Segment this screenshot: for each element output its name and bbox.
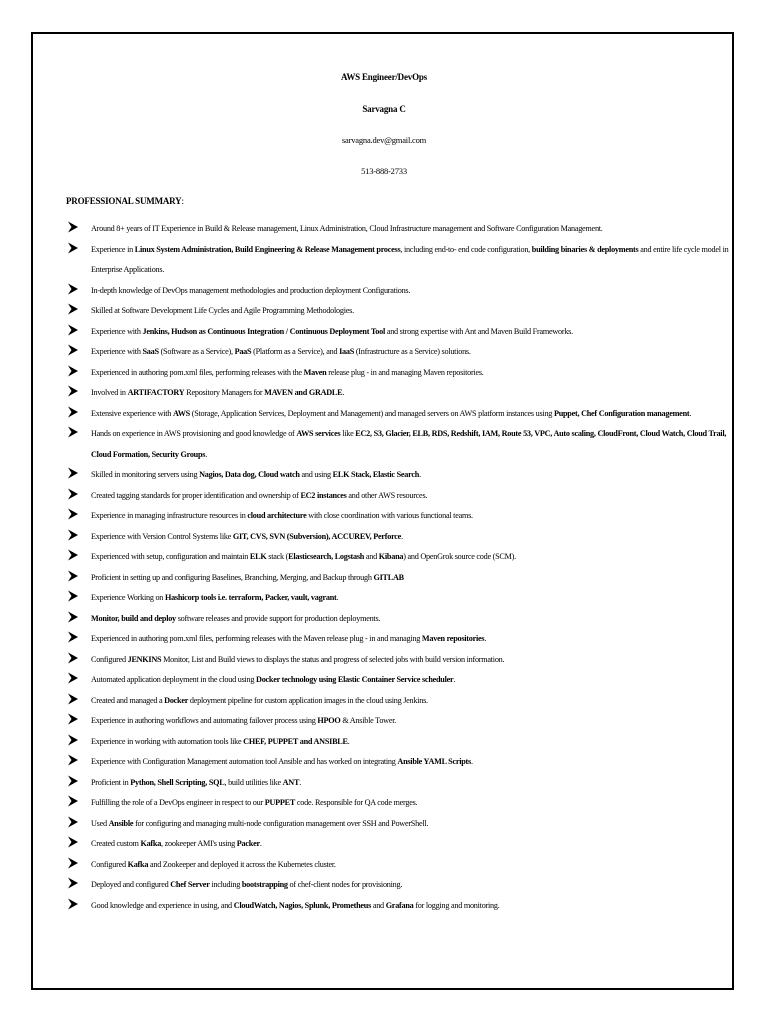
list-item-text: Experienced in authoring pom.xml files, performing releases with the Maven release plug - in and managing Maven repositories. [91,367,484,377]
list-item-text: Used Ansible for configuring and managing multi-node configuration management over SSH and PowerShell. [91,818,429,828]
bullet-arrow-icon [67,590,79,602]
bullet-arrow-icon [67,549,79,561]
bullet-arrow-icon [67,713,79,725]
list-item-text: Created custom Kafka, zookeeper AMI's using Packer. [91,839,262,848]
bullet-arrow-icon [67,857,79,869]
list-item [66,465,726,486]
list-item [66,322,726,343]
bullet-arrow-icon [67,488,79,500]
list-item-text: Created tagging standards for proper identification and ownership of EC2 instances and other AWS resources. [91,490,428,500]
list-item [66,855,726,876]
list-item-text: Experience with Configuration Management automation tool Ansible and has worked on integrating Ansible YAML Scripts. [91,757,473,766]
list-item-text: Experience with Version Control Systems like GIT, CVS, SVN (Subversion), ACCUREV, Perforce. [91,531,403,541]
list-item-text: Automated application deployment in the cloud using Docker technology using Elastic Container Service scheduler. [91,675,456,684]
list-item [66,691,726,712]
bullet-arrow-icon [67,693,79,705]
bullet-arrow-icon [67,754,79,766]
list-item [66,875,726,896]
bullet-arrow-icon [67,631,79,643]
list-item [66,547,726,568]
list-item-text: Around 8+ years of IT Experience in Build & Release management, Linux Administration, Cloud Infrastructure management and Software Configuration Management. [91,224,603,233]
list-item-text: Experience Working on Hashicorp tools i.e. terraform, Packer, vault, vagrant. [91,593,339,602]
list-item [66,301,726,322]
list-item [66,342,726,363]
list-item-text: Good knowledge and experience in using, and CloudWatch, Nagios, Splunk, Prometheus and Grafana for logging and monitoring. [91,900,500,910]
bullet-arrow-icon [67,734,79,746]
list-item [66,732,726,753]
list-item-text: In-depth knowledge of DevOps management methodologies and production deployment Configurations. [91,285,411,295]
section-heading [66,196,184,206]
list-item-text: Experience with Jenkins, Hudson as Continuous Integration / Continuous Deployment Tool and strong expertise with Ant and Maven Build Frameworks. [91,326,573,336]
list-item-text: Experience in managing infrastructure resources in cloud architecture with close coordination with various functional teams. [91,511,473,520]
list-item [66,650,726,671]
list-item [66,424,731,465]
bullet-arrow-icon [67,898,79,910]
bullet-arrow-icon [67,303,79,315]
list-item [66,609,726,630]
candidate-phone: 513-888-2733 [361,166,407,176]
list-item [66,773,726,794]
bullet-arrow-icon [67,877,79,889]
candidate-email: sarvagna.dev@gmail.com [341,135,427,145]
list-item-text: Involved in ARTIFACTORY Repository Managers for MAVEN and GRADLE. [91,388,345,397]
list-item [66,834,726,855]
bullet-arrow-icon [67,652,79,664]
bullet-arrow-icon [67,672,79,684]
list-item-text: Skilled in monitoring servers using Nagios, Data dog, Cloud watch and using ELK Stack, Elastic Search. [91,470,421,479]
list-item-text: Configured Kafka and Zookeeper and deployed it across the Kubernetes cluster. [91,859,336,869]
bullet-arrow-icon [67,426,79,438]
list-item [66,219,726,240]
bullet-arrow-icon [67,570,79,582]
bullet-arrow-icon [67,344,79,356]
list-item-text: Hands on experience in AWS provisioning and good knowledge of AWS services like EC2, S3, Glacier, ELB, RDS, Redshift, IAM, Route 53, VPC, Auto scaling, CloudFront, Cloud Watch, Cloud Trail, Cloud Formation, Security Groups. [91,429,727,459]
list-item [66,486,726,507]
list-item-text: Experience in authoring workflows and automating failover process using HPOO & Ansible Tower. [91,716,397,725]
section-title: PROFESSIONAL SUMMARY [66,196,182,206]
list-item [66,240,731,281]
list-item [66,629,726,650]
bullet-arrow-icon [67,795,79,807]
resume-title: AWS Engineer/DevOps [341,72,427,82]
bullet-arrow-icon [67,467,79,479]
list-item [66,752,726,773]
list-item-text: Experience in Linux System Administration, Build Engineering & Release Management process, including end-to- end code configuration, building binaries & deployments and entire life cycle model in Enterprise Applications. [91,244,729,274]
list-item-text: Skilled at Software Development Life Cycles and Agile Programming Methodologies. [91,306,354,315]
bullet-arrow-icon [67,836,79,848]
list-item-text: Experience in working with automation tools like CHEF, PUPPET and ANSIBLE. [91,736,350,746]
list-item-text: Proficient in Python, Shell Scripting, SQL, build utilities like ANT. [91,777,301,787]
bullet-arrow-icon [67,324,79,336]
list-item [66,711,726,732]
list-item-text: Created and managed a Docker deployment pipeline for custom application images in the cloud using Jenkins. [91,695,428,705]
list-item [66,670,726,691]
bullet-arrow-icon [67,775,79,787]
list-item-text: Deployed and configured Chef Server including bootstrapping of chef-client nodes for provisioning. [91,880,403,889]
bullet-arrow-icon [67,529,79,541]
list-item [66,568,726,589]
bullet-arrow-icon [67,221,79,233]
list-item-text: Extensive experience with AWS (Storage, Application Services, Deployment and Management) and managed servers on AWS platform instances using Puppet, Chef Configuration management. [91,408,692,418]
list-item-text: Configured JENKINS Monitor, List and Build views to displays the status and progress of selected jobs with build version information. [91,654,505,664]
bullet-arrow-icon [67,611,79,623]
section-colon: : [181,196,184,206]
bullet-arrow-icon [67,242,79,254]
list-item [66,793,726,814]
list-item [66,588,726,609]
list-item [66,896,726,917]
list-item-text: Proficient in setting up and configuring Baselines, Branching, Merging, and Backup through GITLAB [91,572,404,582]
list-item [66,404,731,425]
summary-list [66,219,729,916]
list-item-text: Experienced in authoring pom.xml files, performing releases with the Maven release plug - in and managing Maven repositories. [91,634,487,643]
list-item [66,281,726,302]
bullet-arrow-icon [67,365,79,377]
list-item [66,506,726,527]
bullet-arrow-icon [67,385,79,397]
bullet-arrow-icon [67,508,79,520]
list-item-text: Monitor, build and deploy software releases and provide support for production deployments. [91,613,381,623]
bullet-arrow-icon [67,406,79,418]
candidate-name: Sarvagna C [362,104,406,114]
list-item-text: Experienced with setup, configuration and maintain ELK stack (Elasticsearch, Logstash and Kibana) and OpenGrok source code (SCM). [91,552,516,561]
bullet-arrow-icon [67,816,79,828]
list-item-text: Fulfilling the role of a DevOps engineer in respect to our PUPPET code. Responsible for QA code merges. [91,798,418,807]
bullet-arrow-icon [67,283,79,295]
list-item-text: Experience with SaaS (Software as a Service), PaaS (Platform as a Service), and IaaS (Infrastructure as a Service) solutions. [91,347,471,356]
list-item [66,363,726,384]
list-item [66,383,726,404]
list-item [66,527,726,548]
list-item [66,814,726,835]
